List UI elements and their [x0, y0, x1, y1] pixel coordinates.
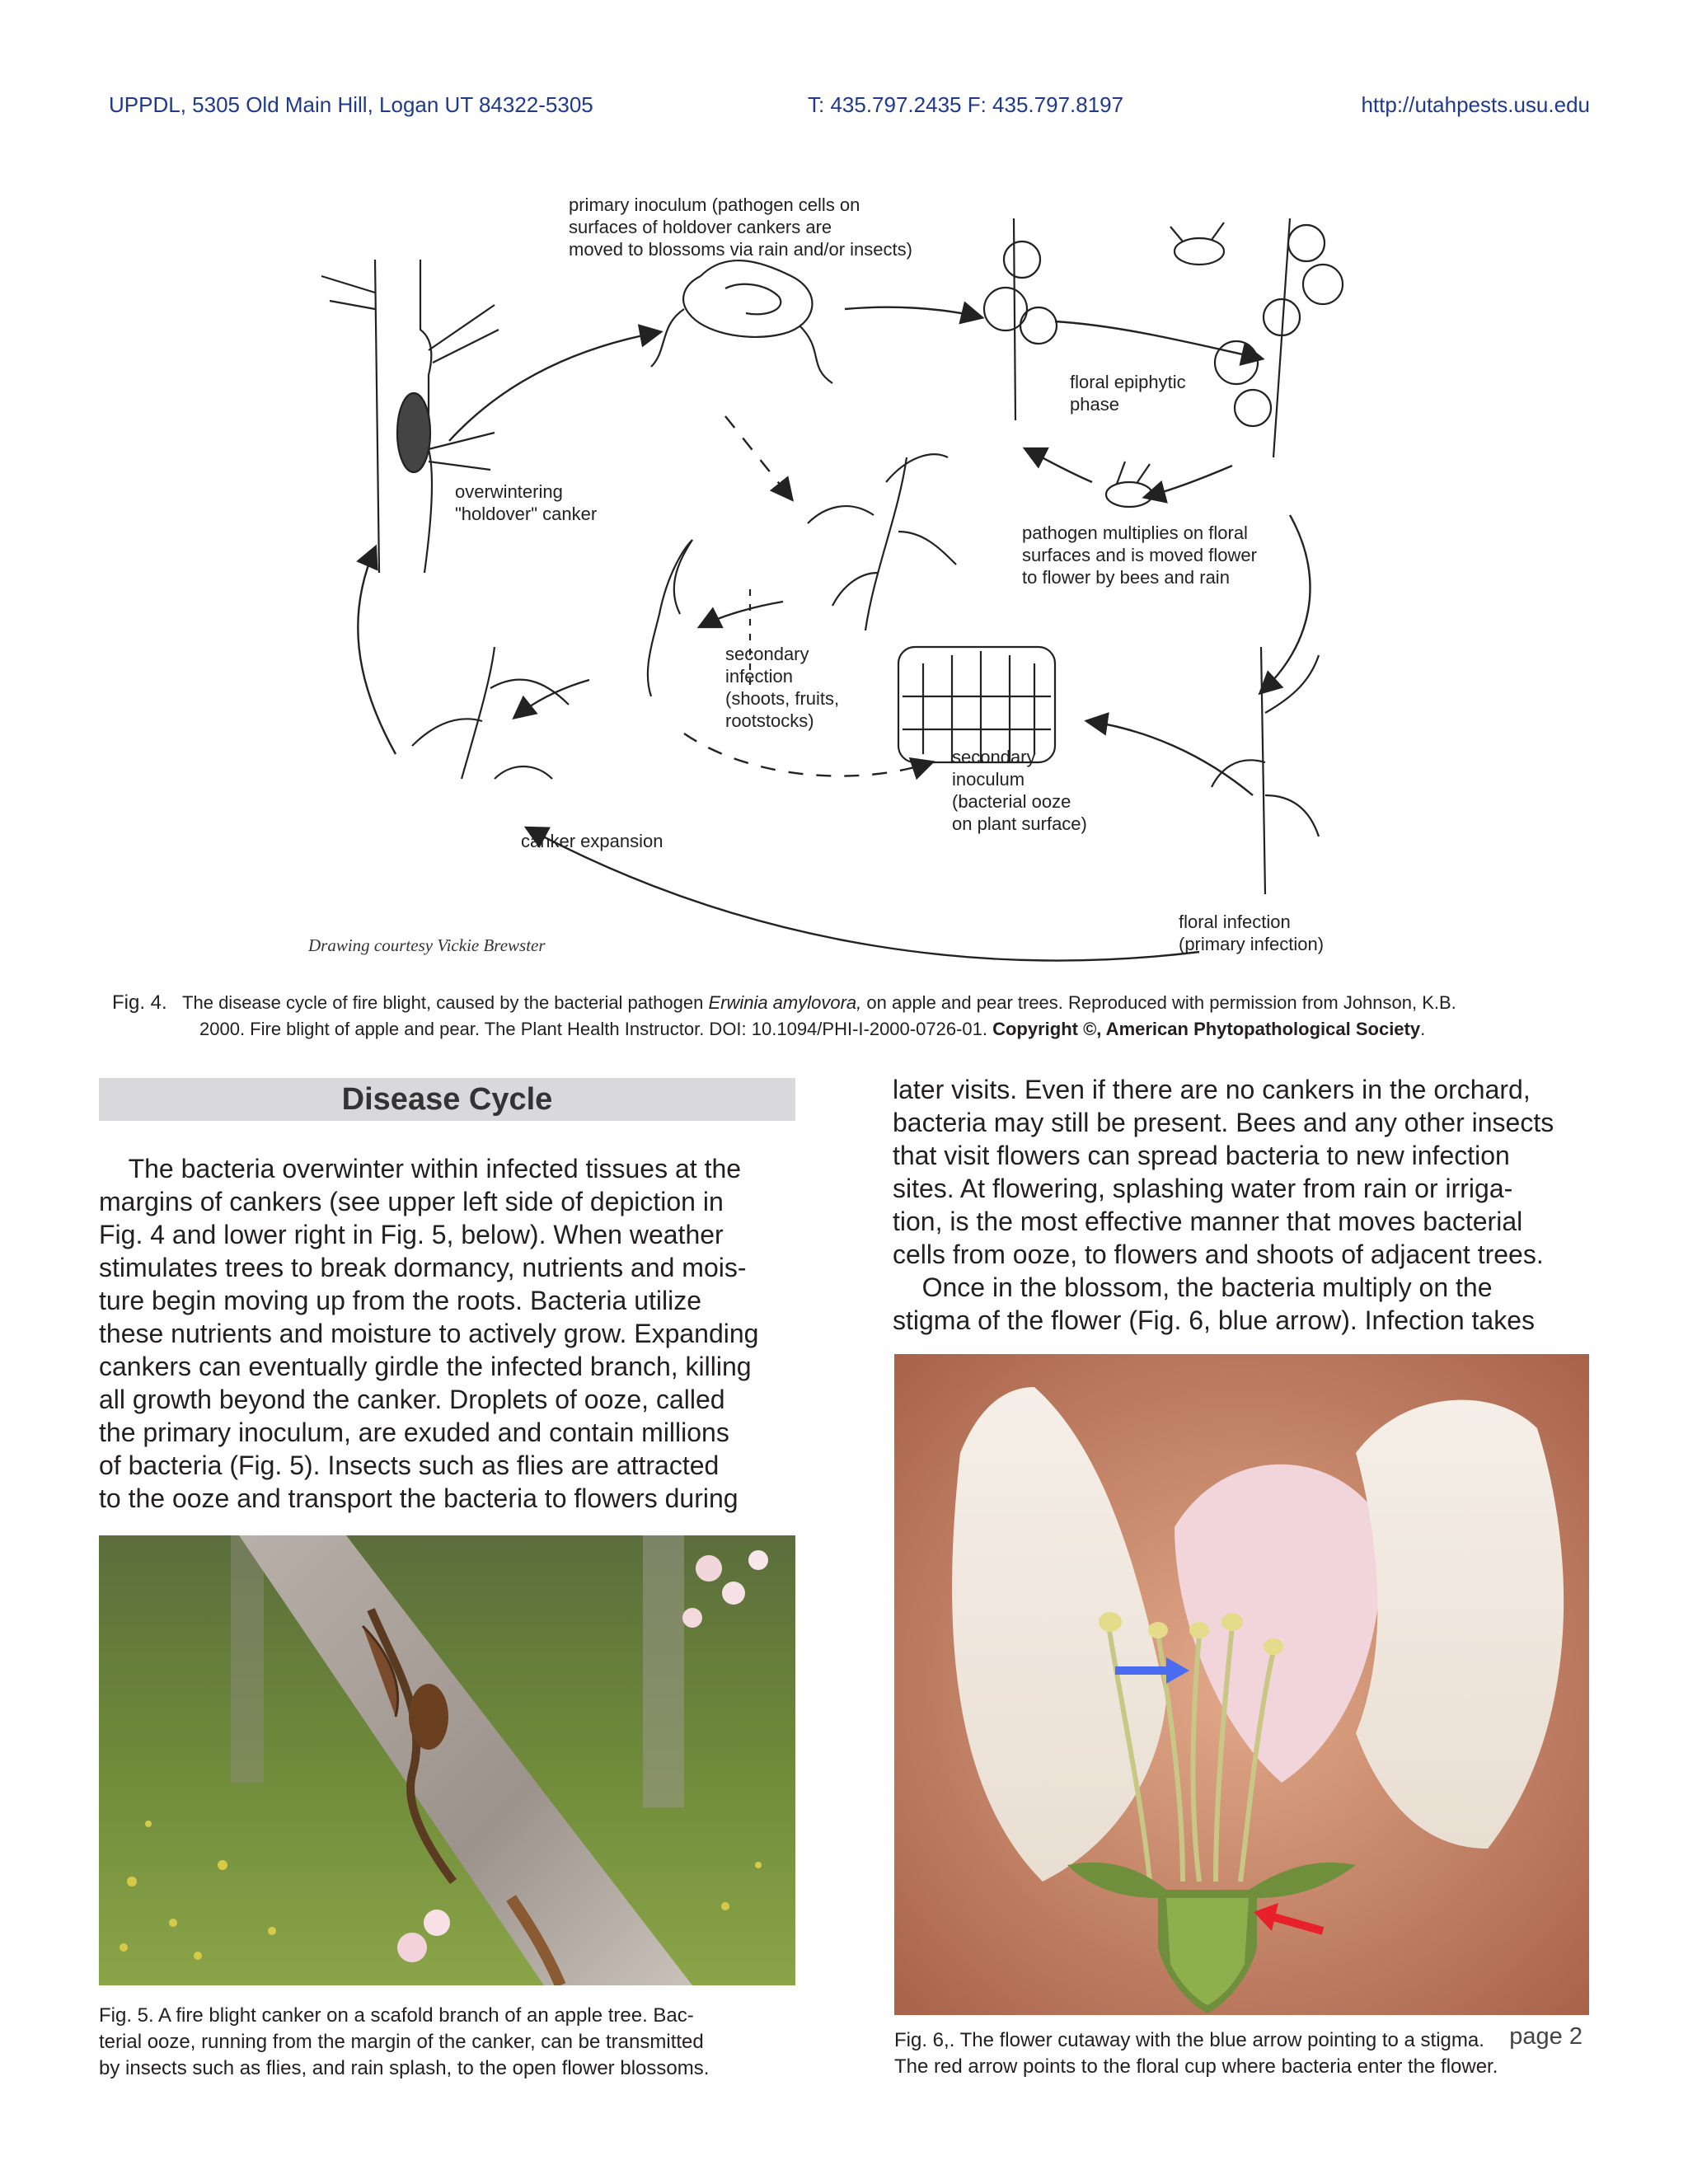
text-line: these nutrients and moisture to actively grow. Expanding — [99, 1319, 759, 1348]
label-floral-infection: floral infection (primary infection) — [1179, 912, 1325, 954]
text-line: sites. At flowering, splashing water from rain or irriga- — [893, 1174, 1513, 1203]
left-column-text — [99, 1152, 808, 1515]
fig4-species: Erwinia amylovora, — [708, 992, 862, 1013]
fig4-text-a: The disease cycle of fire blight, caused by the bacterial pathogen — [182, 992, 709, 1013]
text-line: ture begin moving up from the roots. Bacteria utilize — [99, 1286, 702, 1315]
fig5-canker-photo — [99, 1535, 795, 1985]
label-secondary-infection: secondary infection (shoots, fruits, rootstocks) — [725, 644, 840, 731]
text-line: stigma of the flower (Fig. 6, blue arrow). Infection takes — [893, 1305, 1535, 1335]
label-secondary-inoculum: secondary inoculum (bacterial ooze on plant surface) — [952, 747, 1087, 834]
right-column-text — [893, 1073, 1618, 1337]
fig4-period: . — [1420, 1019, 1426, 1039]
fig4-line2: 2000. Fire blight of apple and pear. The Plant Health Instructor. DOI: 10.1094/PHI-I-2000-0726-01. — [199, 1019, 993, 1039]
fig4-text-b: on apple and pear trees. Reproduced with permission from Johnson, K.B. — [861, 992, 1456, 1013]
label-overwintering-canker: overwintering "holdover" canker — [455, 481, 598, 524]
caption-line: The red arrow points to the floral cup where bacteria enter the flower. — [894, 2055, 1498, 2078]
text-line: the primary inoculum, are exuded and contain millions — [99, 1418, 729, 1447]
label-primary-inoculum: primary inoculum (pathogen cells on surfaces of holdover cankers are moved to blossoms via rain and/or insects) — [569, 194, 912, 260]
text-line: to the ooze and transport the bacteria to flowers during — [99, 1483, 738, 1513]
fig4-copyright: Copyright ©, American Phytopathological Society — [992, 1019, 1421, 1039]
text-line: tion, is the most effective manner that moves bacterial — [893, 1207, 1523, 1236]
text-line: later visits. Even if there are no cankers in the orchard, — [893, 1075, 1531, 1104]
caption-line: Fig. 5. A fire blight canker on a scafold branch of an apple tree. Bac- — [99, 2004, 694, 2027]
text-line: Once in the blossom, the bacteria multiply on the — [893, 1272, 1493, 1302]
label-floral-epiphytic: floral epiphytic phase — [1070, 372, 1186, 415]
caption-line: by insects such as flies, and rain splash, to the open flower blossoms. — [99, 2057, 710, 2079]
drawing-credit: Drawing courtesy Vickie Brewster — [308, 935, 546, 955]
text-line: stimulates trees to break dormancy, nutrients and mois- — [99, 1253, 747, 1282]
disease-cycle-diagram — [297, 185, 1401, 977]
fig5-caption — [99, 2003, 808, 2082]
text-line: cells from ooze, to flowers and shoots of adjacent trees. — [893, 1240, 1544, 1269]
header-url[interactable]: http://utahpests.usu.edu — [1361, 92, 1590, 117]
text-line: margins of cankers (see upper left side of depiction in — [99, 1187, 724, 1216]
header-phone: T: 435.797.2435 F: 435.797.8197 — [808, 92, 1124, 117]
text-line: bacteria may still be present. Bees and any other insects — [893, 1108, 1554, 1137]
caption-line: Fig. 6,. The flower cutaway with the blue arrow pointing to a stigma. — [894, 2029, 1484, 2051]
fig4-caption — [112, 990, 1587, 1043]
text-line: of bacteria (Fig. 5). Insects such as flies are attracted — [99, 1451, 720, 1480]
text-line: all growth beyond the canker. Droplets of ooze, called — [99, 1385, 725, 1414]
label-canker-expansion: canker expansion — [521, 831, 663, 851]
text-line: The bacteria overwinter within infected tissues at the — [99, 1154, 742, 1183]
section-title: Disease Cycle — [99, 1078, 795, 1121]
text-line: Fig. 4 and lower right in Fig. 5, below). When weather — [99, 1220, 724, 1249]
caption-line: terial ooze, running from the margin of the canker, can be transmitted — [99, 2031, 704, 2053]
label-pathogen-multiplies: pathogen multiplies on floral surfaces and is moved flower to flower by bees and rain — [1022, 523, 1257, 588]
text-line: cankers can eventually girdle the infected branch, killing — [99, 1352, 752, 1381]
fig4-label: Fig. 4. — [112, 991, 167, 1014]
header-address: UPPDL, 5305 Old Main Hill, Logan UT 84322-5305 — [109, 92, 593, 117]
page-number: page 2 — [1509, 2023, 1582, 2050]
text-line: that visit flowers can spread bacteria to new infection — [893, 1141, 1510, 1170]
fig6-flower-photo — [894, 1354, 1589, 2015]
